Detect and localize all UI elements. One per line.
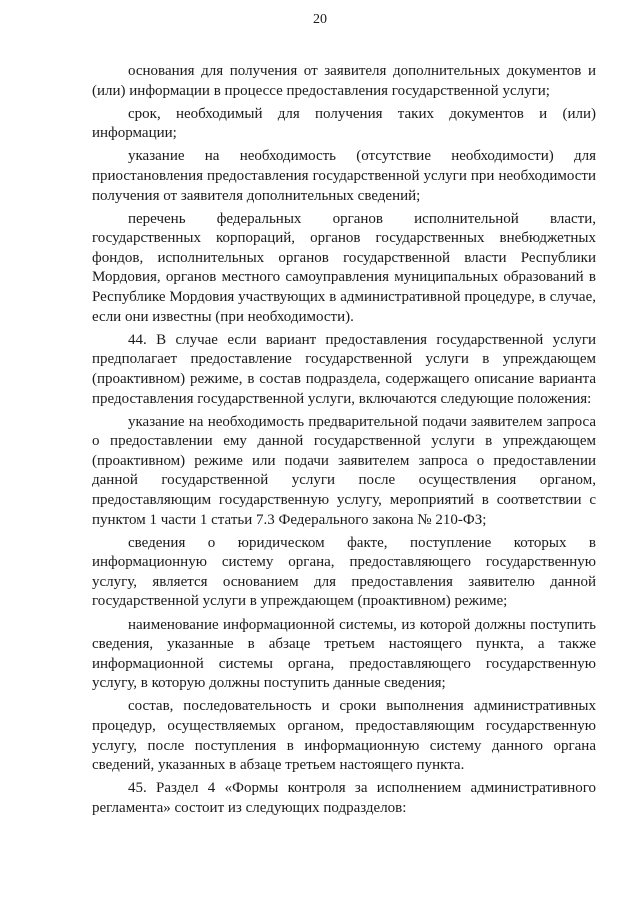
paragraph-6: указание на необходимость предварительной подачи заявителем запроса о предоставлении ему данной государственной услуги в упреждающем (проактивном) режиме или подачи заявителем запроса о предоставлении данной государственной услуги после осуществления органом, предоставляющим государственную услугу, мероприятий в соответствии с пунктом 1 части 1 статьи 7.3 Федерального закона № 210-ФЗ; (92, 413, 596, 528)
paragraph-5: 44. В случае если вариант предоставления государственной услуги предполагает предоставление государственной услуги в упреждающем (проактивном) режиме, в состав подраздела, содержащего описание варианта предоставления государственной услуги, включаются следующие положения: (92, 331, 596, 407)
page-number: 20 (313, 12, 327, 27)
paragraph-8: наименование информационной системы, из которой должны поступить сведения, указанные в абзаце третьем настоящего пункта, а также информационной системы органа, предоставляющего государственную услугу, в которую должны поступить данные сведения; (92, 616, 596, 692)
document-body (92, 62, 596, 822)
paragraph-1: основания для получения от заявителя дополнительных документов и (или) информации в процессе предоставления государственной услуги; (92, 63, 596, 99)
paragraph-2: срок, необходимый для получения таких документов и (или) информации; (92, 105, 596, 142)
paragraph-3: указание на необходимость (отсутствие необходимости) для приостановления предоставления государственной услуги при необходимости получения от заявителя дополнительных сведений; (92, 148, 596, 204)
paragraph-9: состав, последовательность и сроки выполнения административных процедур, осуществляемых органом, предоставляющим государственную услугу, после поступления в информационную систему данного органа сведений, указанных в абзаце третьем настоящего пункта. (92, 698, 596, 774)
paragraph-10: 45. Раздел 4 «Формы контроля за исполнением административного регламента» состоит из следующих подразделов: (92, 780, 596, 816)
paragraph-4: перечень федеральных органов исполнительной власти, государственных корпораций, органов государственных внебюджетных фондов, исполнительных органов государственной власти Республики Мордовия, органов местного самоуправления муниципальных образований в Республике Мордовия участвующих в административной процедуре, в случае, если они известны (при необходимости). (92, 210, 596, 325)
paragraph-7: сведения о юридическом факте, поступление которых в информационную систему органа, предоставляющего государственную услугу, является основанием для предоставления заявителю данной государственной услуги в упреждающем (проактивном) режиме; (92, 534, 596, 610)
